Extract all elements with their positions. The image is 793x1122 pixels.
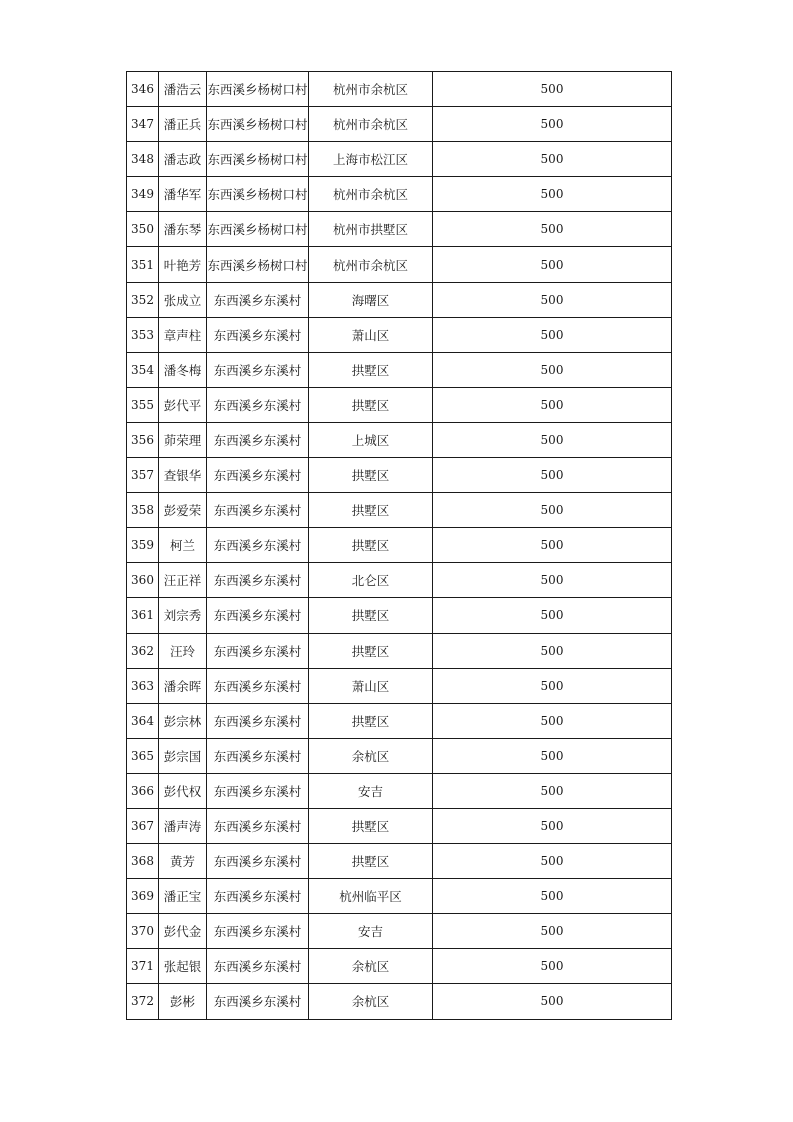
table-row: [127, 914, 672, 949]
table-row: [127, 844, 672, 879]
person-name-cell: 潘冬梅: [159, 352, 207, 387]
row-number-cell: 346: [127, 72, 159, 107]
person-name-cell: 彭代权: [159, 773, 207, 808]
table-row: [127, 563, 672, 598]
work-location-cell: 拱墅区: [309, 808, 433, 843]
table-row: [127, 493, 672, 528]
row-number-cell: 359: [127, 528, 159, 563]
subsidy-amount-cell: 500: [433, 493, 672, 528]
roster-table-body: [127, 72, 672, 1020]
person-name-cell: 刘宗秀: [159, 598, 207, 633]
row-number-cell: 370: [127, 914, 159, 949]
person-name-cell: 潘正兵: [159, 107, 207, 142]
table-row: [127, 177, 672, 212]
work-location-cell: 杭州市余杭区: [309, 72, 433, 107]
person-name-cell: 潘声涛: [159, 808, 207, 843]
table-row: [127, 773, 672, 808]
subsidy-amount-cell: 500: [433, 808, 672, 843]
table-row: [127, 738, 672, 773]
home-village-cell: 东西溪乡东溪村: [207, 668, 309, 703]
person-name-cell: 张起银: [159, 949, 207, 984]
home-village-cell: 东西溪乡东溪村: [207, 282, 309, 317]
row-number-cell: 357: [127, 458, 159, 493]
person-name-cell: 彭代平: [159, 387, 207, 422]
work-location-cell: 杭州市余杭区: [309, 177, 433, 212]
person-name-cell: 彭彬: [159, 984, 207, 1019]
row-number-cell: 354: [127, 352, 159, 387]
subsidy-amount-cell: 500: [433, 352, 672, 387]
work-location-cell: 上海市松江区: [309, 142, 433, 177]
home-village-cell: 东西溪乡杨树口村: [207, 247, 309, 282]
home-village-cell: 东西溪乡东溪村: [207, 808, 309, 843]
subsidy-amount-cell: 500: [433, 212, 672, 247]
table-row: [127, 949, 672, 984]
table-row: [127, 352, 672, 387]
home-village-cell: 东西溪乡杨树口村: [207, 142, 309, 177]
row-number-cell: 355: [127, 387, 159, 422]
home-village-cell: 东西溪乡东溪村: [207, 563, 309, 598]
person-name-cell: 叶艳芳: [159, 247, 207, 282]
row-number-cell: 356: [127, 422, 159, 457]
row-number-cell: 351: [127, 247, 159, 282]
table-row: [127, 142, 672, 177]
subsidy-amount-cell: 500: [433, 984, 672, 1019]
row-number-cell: 367: [127, 808, 159, 843]
row-number-cell: 365: [127, 738, 159, 773]
work-location-cell: 拱墅区: [309, 458, 433, 493]
subsidy-amount-cell: 500: [433, 738, 672, 773]
table-row: [127, 458, 672, 493]
person-name-cell: 茆荣理: [159, 422, 207, 457]
table-row: [127, 107, 672, 142]
home-village-cell: 东西溪乡东溪村: [207, 458, 309, 493]
work-location-cell: 拱墅区: [309, 387, 433, 422]
work-location-cell: 北仑区: [309, 563, 433, 598]
subsidy-amount-cell: 500: [433, 177, 672, 212]
table-row: [127, 703, 672, 738]
table-row: [127, 633, 672, 668]
subsidy-amount-cell: 500: [433, 844, 672, 879]
subsidy-amount-cell: 500: [433, 703, 672, 738]
subsidy-amount-cell: 500: [433, 528, 672, 563]
work-location-cell: 拱墅区: [309, 493, 433, 528]
home-village-cell: 东西溪乡东溪村: [207, 493, 309, 528]
subsidy-amount-cell: 500: [433, 422, 672, 457]
row-number-cell: 347: [127, 107, 159, 142]
table-row: [127, 984, 672, 1019]
roster-table: [126, 71, 672, 1020]
row-number-cell: 361: [127, 598, 159, 633]
table-row: [127, 282, 672, 317]
home-village-cell: 东西溪乡杨树口村: [207, 177, 309, 212]
work-location-cell: 萧山区: [309, 317, 433, 352]
work-location-cell: 杭州临平区: [309, 879, 433, 914]
home-village-cell: 东西溪乡东溪村: [207, 914, 309, 949]
home-village-cell: 东西溪乡东溪村: [207, 984, 309, 1019]
person-name-cell: 潘余晖: [159, 668, 207, 703]
work-location-cell: 拱墅区: [309, 598, 433, 633]
work-location-cell: 萧山区: [309, 668, 433, 703]
home-village-cell: 东西溪乡杨树口村: [207, 107, 309, 142]
person-name-cell: 潘浩云: [159, 72, 207, 107]
row-number-cell: 366: [127, 773, 159, 808]
row-number-cell: 372: [127, 984, 159, 1019]
row-number-cell: 363: [127, 668, 159, 703]
home-village-cell: 东西溪乡东溪村: [207, 528, 309, 563]
person-name-cell: 彭代金: [159, 914, 207, 949]
row-number-cell: 364: [127, 703, 159, 738]
table-row: [127, 387, 672, 422]
table-row: [127, 212, 672, 247]
subsidy-amount-cell: 500: [433, 458, 672, 493]
work-location-cell: 拱墅区: [309, 528, 433, 563]
home-village-cell: 东西溪乡东溪村: [207, 598, 309, 633]
work-location-cell: 余杭区: [309, 949, 433, 984]
subsidy-amount-cell: 500: [433, 879, 672, 914]
subsidy-amount-cell: 500: [433, 282, 672, 317]
work-location-cell: 拱墅区: [309, 703, 433, 738]
person-name-cell: 潘华军: [159, 177, 207, 212]
home-village-cell: 东西溪乡东溪村: [207, 738, 309, 773]
subsidy-amount-cell: 500: [433, 387, 672, 422]
person-name-cell: 潘志政: [159, 142, 207, 177]
subsidy-amount-cell: 500: [433, 633, 672, 668]
person-name-cell: 黄芳: [159, 844, 207, 879]
work-location-cell: 安吉: [309, 914, 433, 949]
work-location-cell: 拱墅区: [309, 352, 433, 387]
home-village-cell: 东西溪乡杨树口村: [207, 72, 309, 107]
person-name-cell: 潘东琴: [159, 212, 207, 247]
person-name-cell: 汪玲: [159, 633, 207, 668]
subsidy-amount-cell: 500: [433, 107, 672, 142]
work-location-cell: 杭州市拱墅区: [309, 212, 433, 247]
person-name-cell: 彭爱荣: [159, 493, 207, 528]
subsidy-amount-cell: 500: [433, 598, 672, 633]
table-row: [127, 422, 672, 457]
person-name-cell: 查银华: [159, 458, 207, 493]
row-number-cell: 360: [127, 563, 159, 598]
subsidy-amount-cell: 500: [433, 914, 672, 949]
work-location-cell: 安吉: [309, 773, 433, 808]
row-number-cell: 353: [127, 317, 159, 352]
work-location-cell: 拱墅区: [309, 633, 433, 668]
row-number-cell: 358: [127, 493, 159, 528]
home-village-cell: 东西溪乡东溪村: [207, 703, 309, 738]
person-name-cell: 潘正宝: [159, 879, 207, 914]
home-village-cell: 东西溪乡东溪村: [207, 633, 309, 668]
home-village-cell: 东西溪乡东溪村: [207, 949, 309, 984]
table-row: [127, 808, 672, 843]
person-name-cell: 汪正祥: [159, 563, 207, 598]
work-location-cell: 余杭区: [309, 738, 433, 773]
table-row: [127, 598, 672, 633]
person-name-cell: 张成立: [159, 282, 207, 317]
row-number-cell: 371: [127, 949, 159, 984]
row-number-cell: 348: [127, 142, 159, 177]
home-village-cell: 东西溪乡东溪村: [207, 387, 309, 422]
person-name-cell: 柯兰: [159, 528, 207, 563]
row-number-cell: 368: [127, 844, 159, 879]
work-location-cell: 海曙区: [309, 282, 433, 317]
work-location-cell: 余杭区: [309, 984, 433, 1019]
person-name-cell: 章声柱: [159, 317, 207, 352]
work-location-cell: 上城区: [309, 422, 433, 457]
work-location-cell: 杭州市余杭区: [309, 107, 433, 142]
home-village-cell: 东西溪乡东溪村: [207, 422, 309, 457]
subsidy-amount-cell: 500: [433, 668, 672, 703]
row-number-cell: 369: [127, 879, 159, 914]
table-row: [127, 879, 672, 914]
row-number-cell: 349: [127, 177, 159, 212]
work-location-cell: 拱墅区: [309, 844, 433, 879]
table-row: [127, 528, 672, 563]
person-name-cell: 彭宗国: [159, 738, 207, 773]
table-row: [127, 247, 672, 282]
work-location-cell: 杭州市余杭区: [309, 247, 433, 282]
home-village-cell: 东西溪乡东溪村: [207, 844, 309, 879]
row-number-cell: 352: [127, 282, 159, 317]
table-row: [127, 668, 672, 703]
row-number-cell: 350: [127, 212, 159, 247]
table-row: [127, 72, 672, 107]
subsidy-amount-cell: 500: [433, 563, 672, 598]
subsidy-amount-cell: 500: [433, 317, 672, 352]
subsidy-amount-cell: 500: [433, 949, 672, 984]
home-village-cell: 东西溪乡东溪村: [207, 879, 309, 914]
home-village-cell: 东西溪乡东溪村: [207, 317, 309, 352]
row-number-cell: 362: [127, 633, 159, 668]
person-name-cell: 彭宗林: [159, 703, 207, 738]
subsidy-amount-cell: 500: [433, 142, 672, 177]
subsidy-amount-cell: 500: [433, 773, 672, 808]
table-row: [127, 317, 672, 352]
home-village-cell: 东西溪乡东溪村: [207, 352, 309, 387]
roster-sheet: [126, 71, 671, 1020]
subsidy-amount-cell: 500: [433, 72, 672, 107]
home-village-cell: 东西溪乡杨树口村: [207, 212, 309, 247]
home-village-cell: 东西溪乡东溪村: [207, 773, 309, 808]
subsidy-amount-cell: 500: [433, 247, 672, 282]
